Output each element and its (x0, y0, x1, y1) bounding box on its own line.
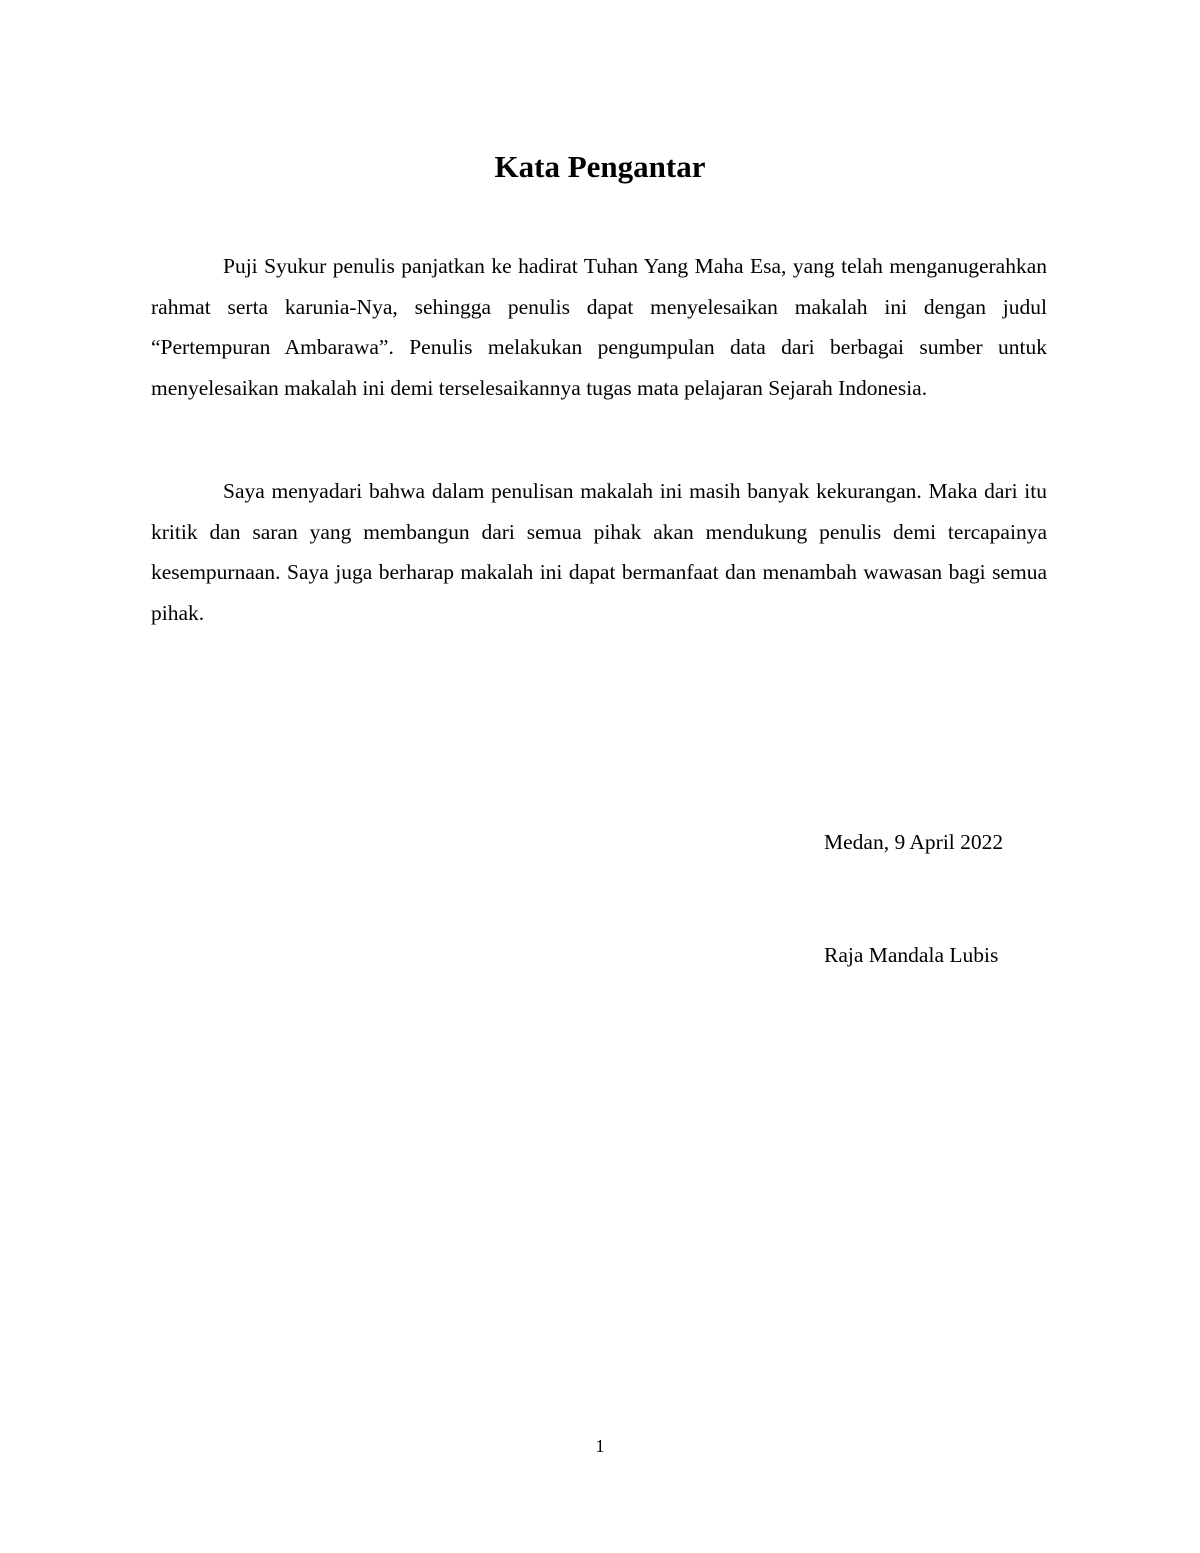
place-date: Medan, 9 April 2022 (824, 830, 1004, 854)
page-number: 1 (595, 1436, 605, 1456)
paragraph-2: Saya menyadari bahwa dalam penulisan makalah ini masih banyak kekurangan. Maka dari itu kritik dan saran yang membangun dari semua pihak akan mendukung penulis demi tercapainya kesempurnaan. Saya juga berharap makalah ini dapat bermanfaat dan menambah wawasan bagi semua pihak. (151, 479, 1047, 625)
page-title: Kata Pengantar (494, 149, 706, 184)
paragraph-1: Puji Syukur penulis panjatkan ke hadirat Tuhan Yang Maha Esa, yang telah menganugerahkan rahmat serta karunia-Nya, sehingga penulis dapat menyelesaikan makalah ini dengan judul “Pertempuran Ambarawa”. Penulis melakukan pengumpulan data dari berbagai sumber untuk menyelesaikan makalah ini demi terselesaikannya tugas mata pelajaran Sejarah Indonesia. (151, 254, 1047, 400)
author-name: Raja Mandala Lubis (824, 943, 999, 967)
